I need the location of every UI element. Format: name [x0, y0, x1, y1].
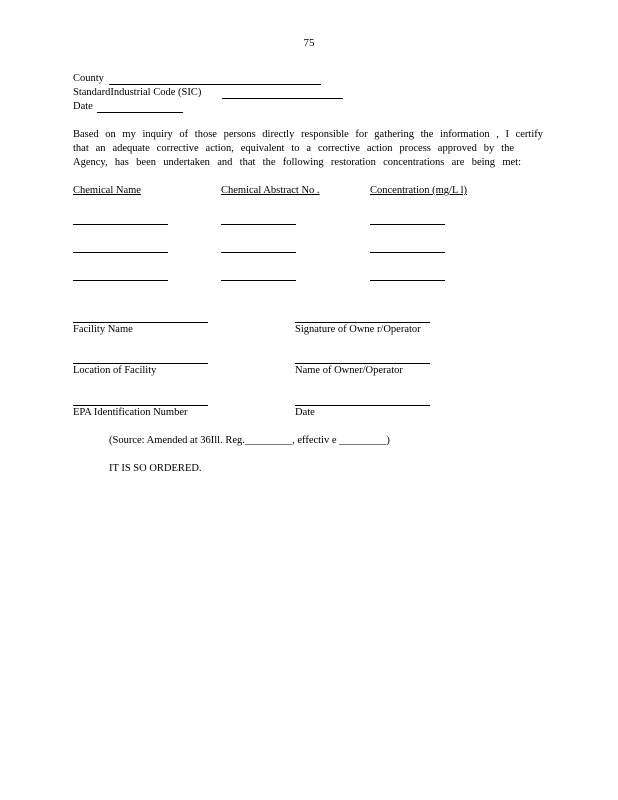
facility-name-label: Facility Name: [73, 324, 133, 335]
facility-location-label: Location of Facility: [73, 365, 157, 376]
chemical-name-blank-1: [73, 224, 168, 225]
concentration-header: Concentration (mg/L l): [370, 185, 468, 196]
cas-number-header: Chemical Abstract No .: [221, 185, 320, 196]
epa-id-line: [73, 405, 208, 406]
concentration-blank-1: [370, 224, 445, 225]
cas-number-blank-3: [221, 280, 296, 281]
cas-number-blank-1: [221, 224, 296, 225]
order-statement: IT IS SO ORDERED.: [109, 463, 202, 474]
owner-signature-line: [295, 322, 430, 323]
epa-id-label: EPA Identification Number: [73, 407, 188, 418]
signature-date-label: Date: [295, 407, 315, 418]
sic-label: StandardIndustrial Code (SIC): [73, 87, 202, 98]
chemical-name-header: Chemical Name: [73, 185, 141, 196]
chemical-name-blank-2: [73, 252, 168, 253]
date-line: [97, 112, 183, 113]
page-number: 75: [303, 37, 315, 49]
concentration-blank-2: [370, 252, 445, 253]
chemical-name-blank-3: [73, 280, 168, 281]
signature-date-line: [295, 405, 430, 406]
facility-name-line: [73, 322, 208, 323]
owner-name-line: [295, 363, 430, 364]
facility-location-line: [73, 363, 208, 364]
certification-line-2: that an adequate corrective action, equivalent to a corrective action process approved by the: [73, 143, 514, 154]
county-label: County: [73, 73, 104, 84]
source-note: (Source: Amended at 36Ill. Reg._________, effectiv e _________): [109, 435, 390, 446]
concentration-blank-3: [370, 280, 445, 281]
cas-number-blank-2: [221, 252, 296, 253]
certification-line-1: Based on my inquiry of those persons directly responsible for gathering the information , I certify: [73, 129, 543, 140]
date-label: Date: [73, 101, 93, 112]
certification-line-3: Agency, has been undertaken and that the following restoration concentrations are being met:: [73, 157, 521, 168]
owner-signature-label: Signature of Owne r/Operator: [295, 324, 421, 335]
county-line: [109, 84, 321, 85]
sic-line: [222, 98, 343, 99]
owner-name-label: Name of Owner/Operator: [295, 365, 403, 376]
